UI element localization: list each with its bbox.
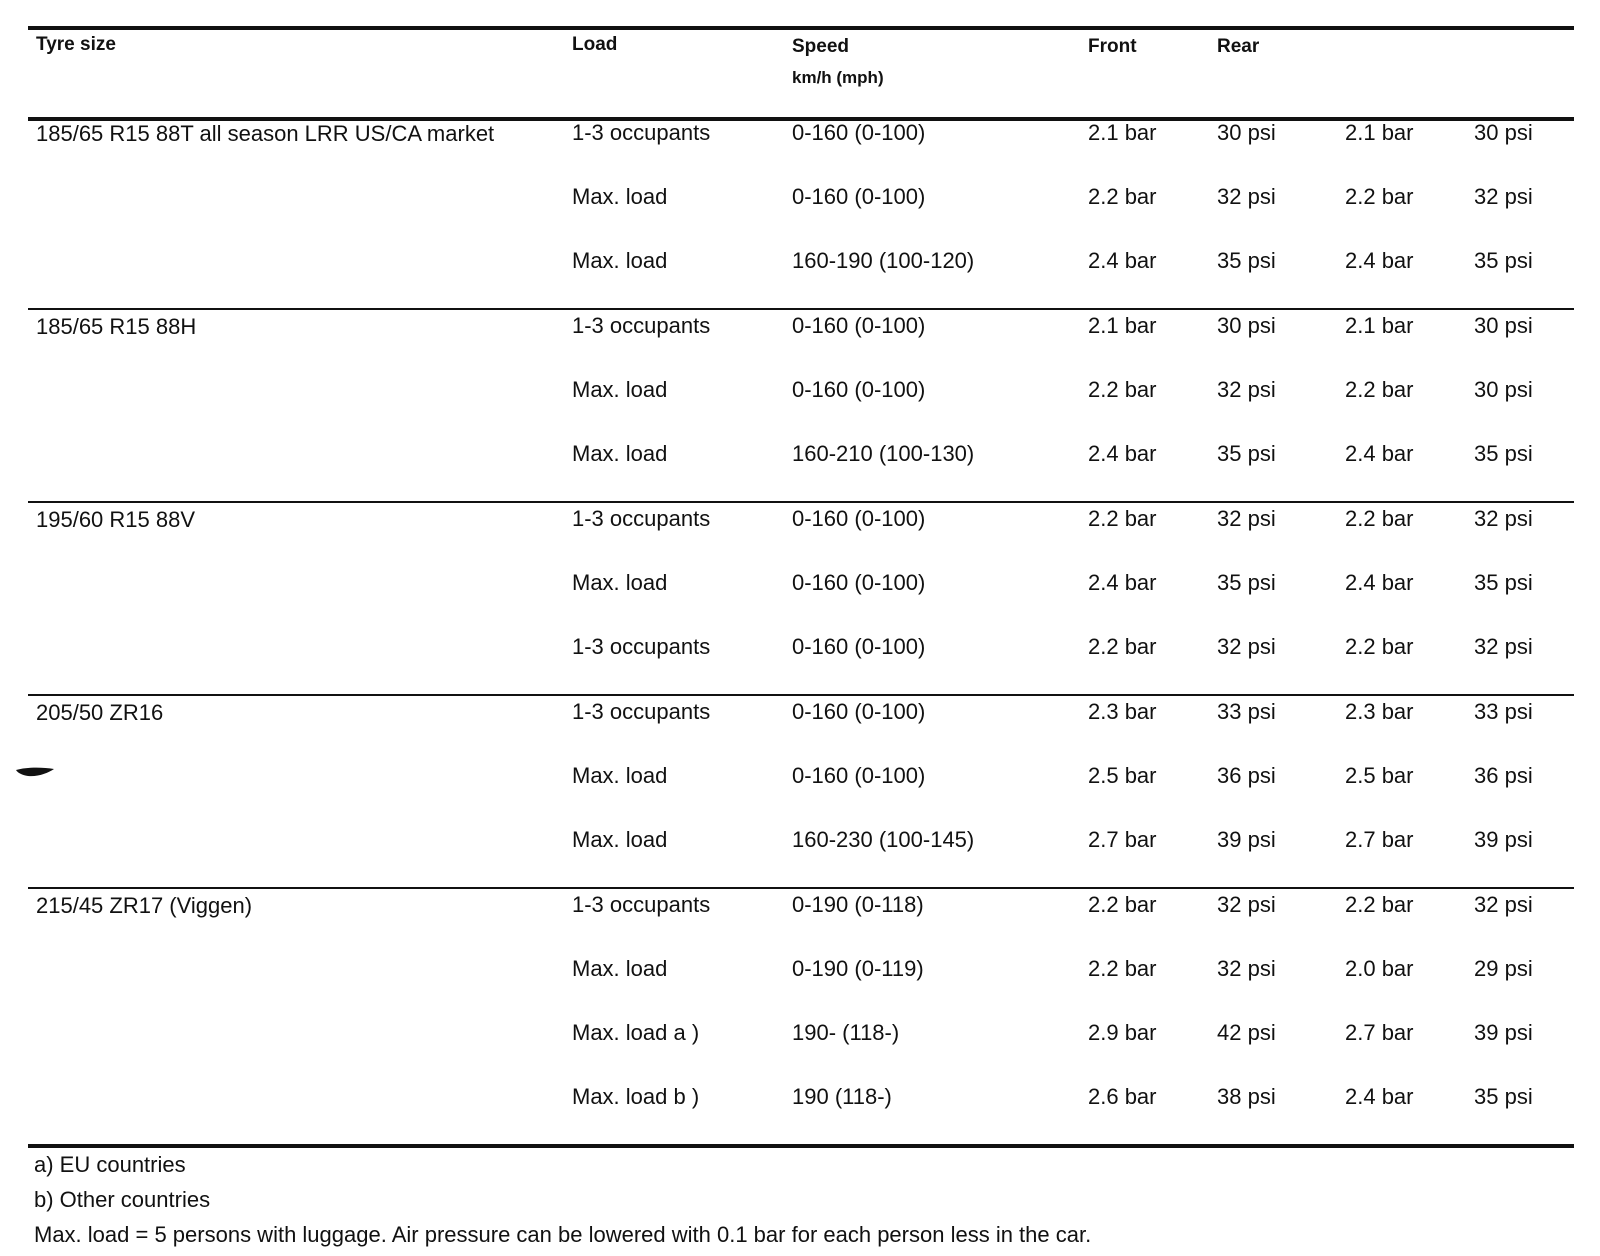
footnote-max-load: Max. load = 5 persons with luggage. Air pressure can be lowered with 0.1 bar for each person less in the car.: [34, 1222, 1092, 1247]
table-row: [0, 763, 1600, 793]
rear-bar-cell: 2.1 bar: [1345, 313, 1414, 338]
speed-cell: 0-160 (0-100): [792, 699, 926, 724]
speed-cell: 160-210 (100-130): [792, 441, 975, 466]
table-row: [0, 827, 1600, 857]
speed-cell: 0-160 (0-100): [792, 570, 926, 595]
table-row: [0, 377, 1600, 407]
load-cell: Max. load b ): [572, 1084, 700, 1109]
front-psi-cell: 30 psi: [1217, 120, 1276, 145]
front-psi-cell: 38 psi: [1217, 1084, 1276, 1109]
tyre-size-label: 185/65 R15 88T all season LRR US/CA market: [36, 121, 495, 146]
rear-bar-cell: 2.3 bar: [1345, 699, 1414, 724]
rear-psi-cell: 35 psi: [1474, 570, 1533, 595]
table-row: [0, 506, 1600, 536]
front-bar-cell: 2.1 bar: [1088, 120, 1157, 145]
footnote-a: a) EU countries: [34, 1152, 186, 1177]
header-speed-unit: km/h (mph): [792, 68, 884, 87]
speed-cell: 0-160 (0-100): [792, 120, 926, 145]
header-tyre-size: Tyre size: [36, 34, 116, 55]
speed-cell: 0-160 (0-100): [792, 377, 926, 402]
tyre-size-label: 205/50 ZR16: [36, 700, 164, 725]
front-psi-cell: 32 psi: [1217, 184, 1276, 209]
load-cell: Max. load: [572, 827, 668, 852]
speed-cell: 0-160 (0-100): [792, 634, 926, 659]
speed-cell: 0-160 (0-100): [792, 184, 926, 209]
speed-cell: 160-230 (100-145): [792, 827, 975, 852]
rear-bar-cell: 2.5 bar: [1345, 763, 1414, 788]
table-row: [0, 1020, 1600, 1050]
rear-psi-cell: 35 psi: [1474, 441, 1533, 466]
rear-bar-cell: 2.2 bar: [1345, 892, 1414, 917]
footnotes: [34, 1150, 1091, 1255]
table-row: [0, 1084, 1600, 1114]
speed-cell: 0-160 (0-100): [792, 763, 926, 788]
front-bar-cell: 2.6 bar: [1088, 1084, 1157, 1109]
load-cell: Max. load: [572, 184, 668, 209]
rear-bar-cell: 2.4 bar: [1345, 441, 1414, 466]
rear-psi-cell: 35 psi: [1474, 1084, 1533, 1109]
load-cell: Max. load: [572, 441, 668, 466]
front-bar-cell: 2.2 bar: [1088, 892, 1157, 917]
rear-bar-cell: 2.2 bar: [1345, 634, 1414, 659]
rear-bar-cell: 2.2 bar: [1345, 184, 1414, 209]
group-divider: [28, 501, 1574, 503]
front-psi-cell: 32 psi: [1217, 634, 1276, 659]
front-psi-cell: 36 psi: [1217, 763, 1276, 788]
front-bar-cell: 2.1 bar: [1088, 313, 1157, 338]
front-bar-cell: 2.2 bar: [1088, 184, 1157, 209]
load-cell: Max. load a ): [572, 1020, 700, 1045]
front-bar-cell: 2.9 bar: [1088, 1020, 1157, 1045]
table-row: [0, 892, 1600, 922]
table-bottom-rule: [28, 1144, 1574, 1148]
table-row: [0, 634, 1600, 664]
load-cell: Max. load: [572, 763, 668, 788]
front-bar-cell: 2.7 bar: [1088, 827, 1157, 852]
rear-psi-cell: 36 psi: [1474, 763, 1533, 788]
load-cell: 1-3 occupants: [572, 313, 711, 338]
front-bar-cell: 2.2 bar: [1088, 506, 1157, 531]
rear-psi-cell: 32 psi: [1474, 506, 1533, 531]
load-cell: 1-3 occupants: [572, 506, 711, 531]
speed-cell: 160-190 (100-120): [792, 248, 975, 273]
rear-psi-cell: 29 psi: [1474, 956, 1533, 981]
rear-bar-cell: 2.2 bar: [1345, 506, 1414, 531]
front-psi-cell: 35 psi: [1217, 441, 1276, 466]
footnote-b: b) Other countries: [34, 1187, 211, 1212]
rear-bar-cell: 2.7 bar: [1345, 827, 1414, 852]
load-cell: 1-3 occupants: [572, 892, 711, 917]
rear-bar-cell: 2.2 bar: [1345, 377, 1414, 402]
tyre-size-label: 215/45 ZR17 (Viggen): [36, 893, 253, 918]
load-cell: Max. load: [572, 956, 668, 981]
rear-bar-cell: 2.7 bar: [1345, 1020, 1414, 1045]
header-front: Front: [1088, 36, 1137, 57]
header-speed: [792, 36, 884, 88]
table-row: [0, 313, 1600, 343]
load-cell: Max. load: [572, 377, 668, 402]
header-speed-label: Speed: [792, 36, 850, 57]
rear-psi-cell: 30 psi: [1474, 377, 1533, 402]
front-psi-cell: 32 psi: [1217, 892, 1276, 917]
front-bar-cell: 2.3 bar: [1088, 699, 1157, 724]
group-divider: [28, 308, 1574, 310]
front-psi-cell: 33 psi: [1217, 699, 1276, 724]
tyre-size-label: 185/65 R15 88H: [36, 314, 197, 339]
rear-psi-cell: 39 psi: [1474, 1020, 1533, 1045]
header-load: Load: [572, 34, 618, 55]
table-row: [0, 248, 1600, 278]
table-row: [0, 441, 1600, 471]
front-psi-cell: 39 psi: [1217, 827, 1276, 852]
speed-cell: 190 (118-): [792, 1084, 892, 1109]
rear-bar-cell: 2.4 bar: [1345, 248, 1414, 273]
rear-psi-cell: 33 psi: [1474, 699, 1533, 724]
load-cell: Max. load: [572, 570, 668, 595]
front-bar-cell: 2.4 bar: [1088, 441, 1157, 466]
front-psi-cell: 32 psi: [1217, 377, 1276, 402]
table-row: [0, 956, 1600, 986]
table-row: [0, 699, 1600, 729]
front-bar-cell: 2.4 bar: [1088, 570, 1157, 595]
front-psi-cell: 42 psi: [1217, 1020, 1276, 1045]
front-bar-cell: 2.5 bar: [1088, 763, 1157, 788]
rear-psi-cell: 32 psi: [1474, 184, 1533, 209]
group-divider: [28, 887, 1574, 889]
table-row: [0, 120, 1600, 150]
rear-psi-cell: 39 psi: [1474, 827, 1533, 852]
group-divider: [28, 694, 1574, 696]
table-row: [0, 570, 1600, 600]
front-bar-cell: 2.2 bar: [1088, 634, 1157, 659]
speed-cell: 0-160 (0-100): [792, 313, 926, 338]
speed-cell: 0-190 (0-119): [792, 956, 924, 981]
header-rear: Rear: [1217, 36, 1260, 57]
front-bar-cell: 2.4 bar: [1088, 248, 1157, 273]
front-psi-cell: 35 psi: [1217, 248, 1276, 273]
speed-cell: 0-160 (0-100): [792, 506, 926, 531]
front-psi-cell: 32 psi: [1217, 956, 1276, 981]
load-cell: 1-3 occupants: [572, 699, 711, 724]
rear-bar-cell: 2.1 bar: [1345, 120, 1414, 145]
front-psi-cell: 35 psi: [1217, 570, 1276, 595]
speed-cell: 190- (118-): [792, 1020, 900, 1045]
front-bar-cell: 2.2 bar: [1088, 956, 1157, 981]
load-cell: 1-3 occupants: [572, 634, 711, 659]
table-row: [0, 184, 1600, 214]
front-psi-cell: 30 psi: [1217, 313, 1276, 338]
table-header: [0, 30, 1600, 110]
scan-blot-mark: [14, 765, 56, 779]
rear-psi-cell: 32 psi: [1474, 892, 1533, 917]
tyre-size-label: 195/60 R15 88V: [36, 507, 196, 532]
load-cell: 1-3 occupants: [572, 120, 711, 145]
front-psi-cell: 32 psi: [1217, 506, 1276, 531]
speed-cell: 0-190 (0-118): [792, 892, 924, 917]
load-cell: Max. load: [572, 248, 668, 273]
rear-psi-cell: 30 psi: [1474, 313, 1533, 338]
rear-psi-cell: 30 psi: [1474, 120, 1533, 145]
rear-bar-cell: 2.4 bar: [1345, 1084, 1414, 1109]
rear-bar-cell: 2.4 bar: [1345, 570, 1414, 595]
rear-psi-cell: 35 psi: [1474, 248, 1533, 273]
rear-psi-cell: 32 psi: [1474, 634, 1533, 659]
rear-bar-cell: 2.0 bar: [1345, 956, 1414, 981]
front-bar-cell: 2.2 bar: [1088, 377, 1157, 402]
